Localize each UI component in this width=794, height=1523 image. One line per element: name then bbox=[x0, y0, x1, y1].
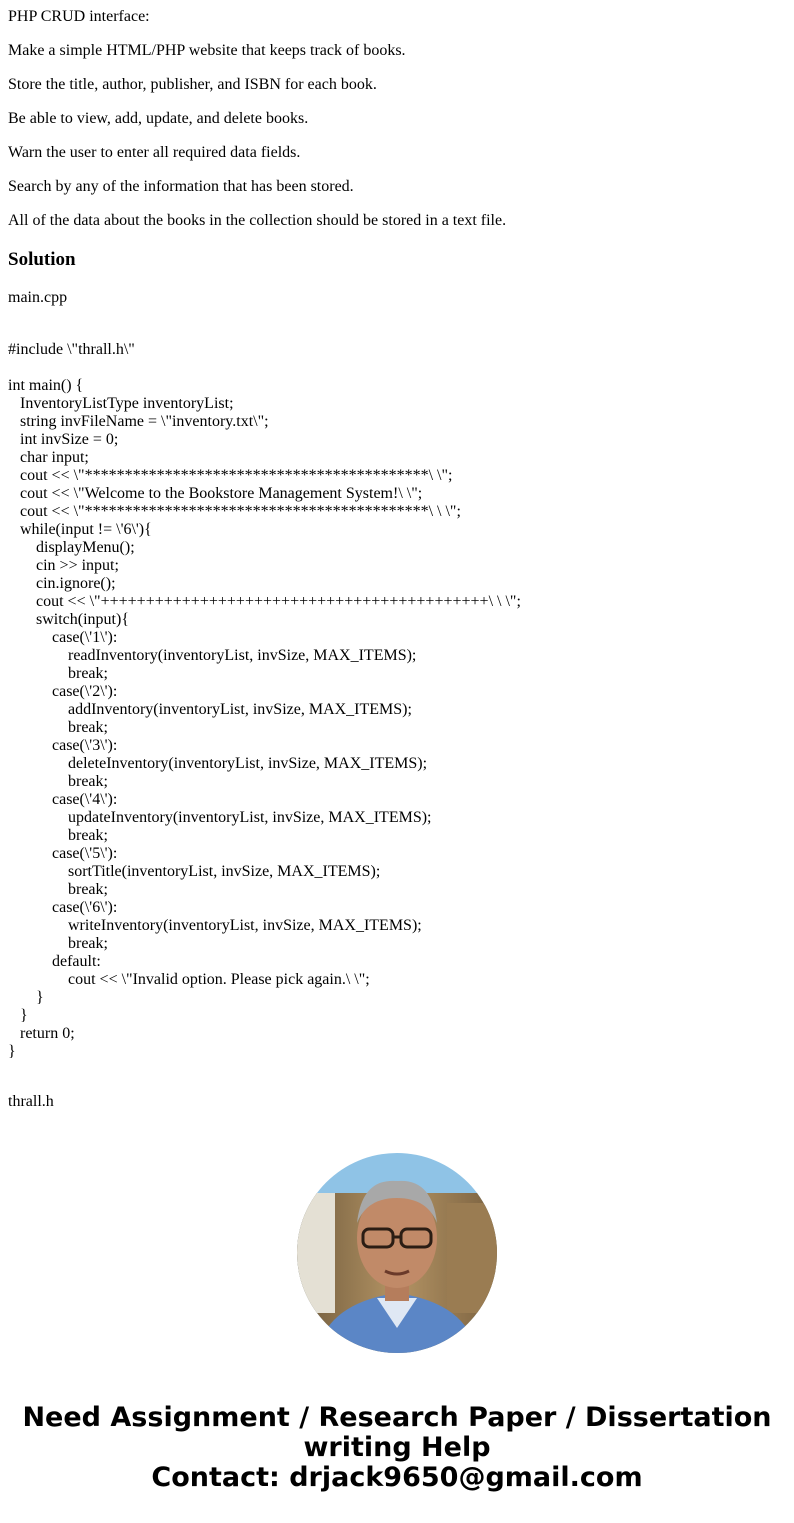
code-line: break; bbox=[8, 773, 108, 790]
code-line: writeInventory(inventoryList, invSize, MAX_ITEMS); bbox=[8, 917, 422, 934]
code-line: cout << \"*******************************************\ \"; bbox=[8, 467, 453, 484]
code-line: case(\'5\'): bbox=[8, 845, 118, 862]
code-line: cin >> input; bbox=[8, 557, 119, 574]
file-name-thrall-h: thrall.h bbox=[8, 1093, 54, 1110]
code-line: cout << \"Welcome to the Bookstore Management System!\ \"; bbox=[8, 485, 423, 502]
code-line: } bbox=[8, 1043, 16, 1060]
code-line: string invFileName = \"inventory.txt\"; bbox=[8, 413, 269, 430]
code-line: sortTitle(inventoryList, invSize, MAX_ITEMS); bbox=[8, 863, 381, 880]
code-line: int invSize = 0; bbox=[8, 431, 119, 448]
code-line: } bbox=[8, 989, 44, 1006]
promo-contact: Contact: drjack9650@gmail.com bbox=[151, 1462, 643, 1493]
code-line: readInventory(inventoryList, invSize, MAX_ITEMS); bbox=[8, 647, 417, 664]
code-line: } bbox=[8, 1007, 28, 1024]
code-line bbox=[8, 359, 521, 377]
file-name-main-cpp: main.cpp bbox=[8, 289, 68, 306]
code-line: case(\'6\'): bbox=[8, 899, 118, 916]
code-line: char input; bbox=[8, 449, 89, 466]
question-line-2: Make a simple HTML/PHP website that keeps track of books. bbox=[8, 42, 406, 59]
question-line-1: PHP CRUD interface: bbox=[8, 8, 150, 25]
code-line: cout << \"+++++++++++++++++++++++++++++++++++++++++++\ \ \"; bbox=[8, 593, 521, 610]
question-line-3: Store the title, author, publisher, and ISBN for each book. bbox=[8, 76, 377, 93]
promo-line-2: writing Help bbox=[303, 1432, 491, 1463]
code-line: while(input != \'6\'){ bbox=[8, 521, 152, 538]
question-line-5: Warn the user to enter all required data fields. bbox=[8, 144, 301, 161]
code-line: break; bbox=[8, 665, 108, 682]
code-line: break; bbox=[8, 827, 108, 844]
solution-heading: Solution bbox=[8, 249, 76, 270]
code-line: addInventory(inventoryList, invSize, MAX_ITEMS); bbox=[8, 701, 412, 718]
promo-banner bbox=[0, 1403, 794, 1493]
code-line: break; bbox=[8, 719, 108, 736]
code-line: cout << \"*******************************************\ \ \"; bbox=[8, 503, 461, 520]
code-line: cout << \"Invalid option. Please pick again.\ \"; bbox=[8, 971, 370, 988]
code-line: updateInventory(inventoryList, invSize, MAX_ITEMS); bbox=[8, 809, 432, 826]
code-line: case(\'2\'): bbox=[8, 683, 118, 700]
code-line: displayMenu(); bbox=[8, 539, 135, 556]
code-line: break; bbox=[8, 881, 108, 898]
code-line: #include \"thrall.h\" bbox=[8, 341, 135, 358]
code-line: InventoryListType inventoryList; bbox=[8, 395, 234, 412]
code-line: return 0; bbox=[8, 1025, 75, 1042]
code-line: break; bbox=[8, 935, 108, 952]
avatar-photo bbox=[297, 1153, 497, 1353]
question-line-7: All of the data about the books in the collection should be stored in a text file. bbox=[8, 212, 507, 229]
code-line: deleteInventory(inventoryList, invSize, MAX_ITEMS); bbox=[8, 755, 428, 772]
promo-line-1: Need Assignment / Research Paper / Dissertation bbox=[22, 1402, 772, 1433]
code-line: switch(input){ bbox=[8, 611, 129, 628]
author-avatar bbox=[297, 1153, 497, 1353]
code-line: default: bbox=[8, 953, 101, 970]
code-line: int main() { bbox=[8, 377, 84, 394]
code-block bbox=[8, 341, 521, 1061]
question-line-4: Be able to view, add, update, and delete books. bbox=[8, 110, 309, 127]
code-line: cin.ignore(); bbox=[8, 575, 116, 592]
code-line: case(\'4\'): bbox=[8, 791, 118, 808]
question-line-6: Search by any of the information that has been stored. bbox=[8, 178, 354, 195]
code-line: case(\'1\'): bbox=[8, 629, 118, 646]
code-line: case(\'3\'): bbox=[8, 737, 118, 754]
